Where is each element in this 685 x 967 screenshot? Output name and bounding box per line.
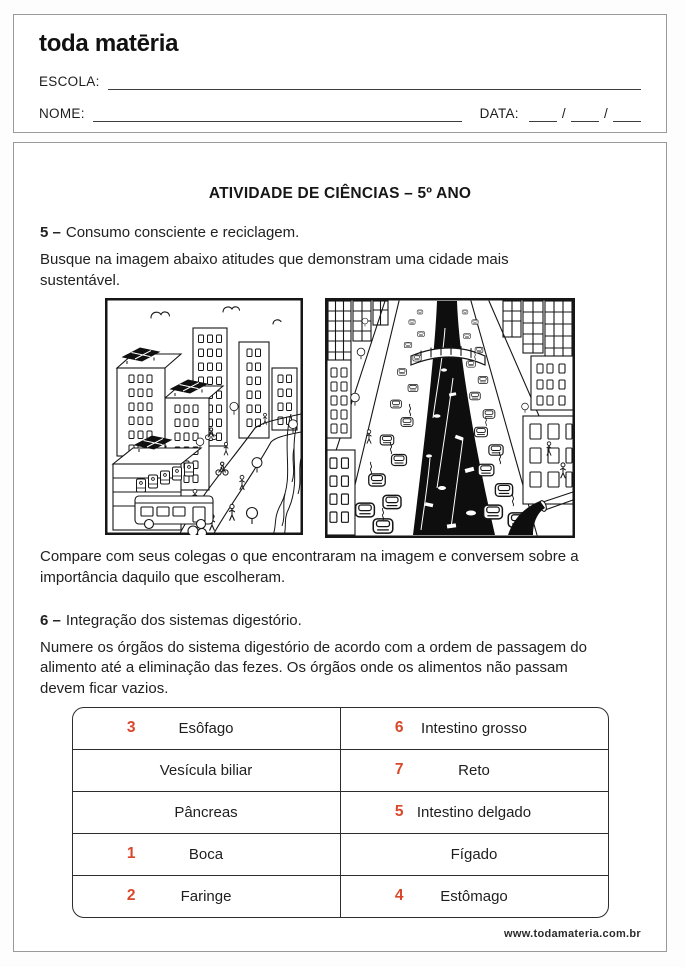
date-day-line[interactable] [529, 106, 557, 122]
name-date-field [39, 106, 641, 122]
question-5-instruction: Busque na imagem abaixo atitudes que demonstram uma cidade mais sustentável. [40, 251, 509, 289]
question-5-followup: Compare com seus colegas o que encontraram na imagem e conversem sobre a importância daquilo que escolheram. [40, 548, 579, 587]
organ-label: Esôfago [178, 719, 234, 737]
organ-label: Reto [458, 761, 490, 779]
question-6-topic: Integração dos sistemas digestório. [65, 611, 302, 629]
organ-label: Fígado [450, 845, 498, 863]
answer-number[interactable]: 6 [394, 719, 404, 737]
worksheet-title: ATIVIDADE DE CIÊNCIAS – 5º ANO [208, 185, 472, 202]
table-row [73, 833, 608, 875]
digestive-organs-table [72, 707, 609, 918]
organ-label: Vesícula biliar [159, 761, 253, 779]
date-year-line[interactable] [613, 106, 641, 122]
answer-number[interactable]: 3 [126, 719, 136, 737]
question-6-number: 6 – [40, 611, 61, 629]
answer-number[interactable]: 4 [394, 887, 404, 905]
sustainable-city-illustration [105, 298, 303, 535]
table-row [73, 875, 608, 917]
organ-cell-intestino-grosso[interactable] [340, 708, 608, 749]
date-slash: / [561, 106, 566, 121]
polluted-city-illustration [325, 298, 575, 538]
school-input-line[interactable] [108, 74, 641, 90]
organ-cell-reto[interactable] [340, 750, 608, 791]
organ-cell-pancreas[interactable] [73, 792, 340, 833]
city-illustrations [40, 298, 640, 538]
answer-number[interactable]: 5 [394, 803, 404, 821]
question-5-number: 5 – [40, 224, 61, 241]
answer-number[interactable]: 2 [126, 887, 136, 905]
organ-cell-vesicula-biliar[interactable] [73, 750, 340, 791]
organ-label: Intestino delgado [416, 803, 532, 821]
question-5-heading [40, 224, 640, 241]
tram-bus [135, 496, 213, 529]
question-6-instruction: Numere os órgãos do sistema digestório de acordo com a ordem de passagem do alimento até a eliminação das fezes. Os órgãos onde os alimentos não passam devem ficar vazios. [40, 638, 587, 698]
table-row [73, 749, 608, 791]
organ-label: Boca [188, 845, 224, 863]
organ-cell-faringe[interactable] [73, 876, 340, 917]
table-row [73, 791, 608, 833]
answer-number[interactable]: 1 [126, 845, 136, 863]
organ-cell-esofago[interactable] [73, 708, 340, 749]
organ-cell-estomago[interactable] [340, 876, 608, 917]
date-label: DATA: [479, 106, 519, 121]
organ-label: Pâncreas [174, 803, 238, 821]
date-month-line[interactable] [571, 106, 599, 122]
table-row [73, 708, 608, 749]
answer-number[interactable]: 7 [394, 761, 404, 779]
organ-cell-figado[interactable] [340, 834, 608, 875]
organ-label: Faringe [180, 887, 232, 905]
organ-label: Intestino grosso [421, 719, 527, 737]
school-label: ESCOLA: [39, 74, 100, 89]
organ-label: Estômago [440, 887, 508, 905]
worksheet-body [13, 142, 667, 952]
name-label: NOME: [39, 106, 85, 121]
school-field [39, 74, 641, 90]
date-slash: / [603, 106, 608, 121]
brand-logo: toda matēria [39, 30, 179, 57]
question-5-topic: Consumo consciente e reciclagem. [65, 224, 300, 241]
website-footer: www.todamateria.com.br [504, 928, 641, 940]
organ-cell-boca[interactable] [73, 834, 340, 875]
organ-cell-intestino-delgado[interactable] [340, 792, 608, 833]
question-6-heading [40, 612, 640, 629]
header-box [13, 14, 667, 133]
name-input-line[interactable] [93, 106, 462, 122]
